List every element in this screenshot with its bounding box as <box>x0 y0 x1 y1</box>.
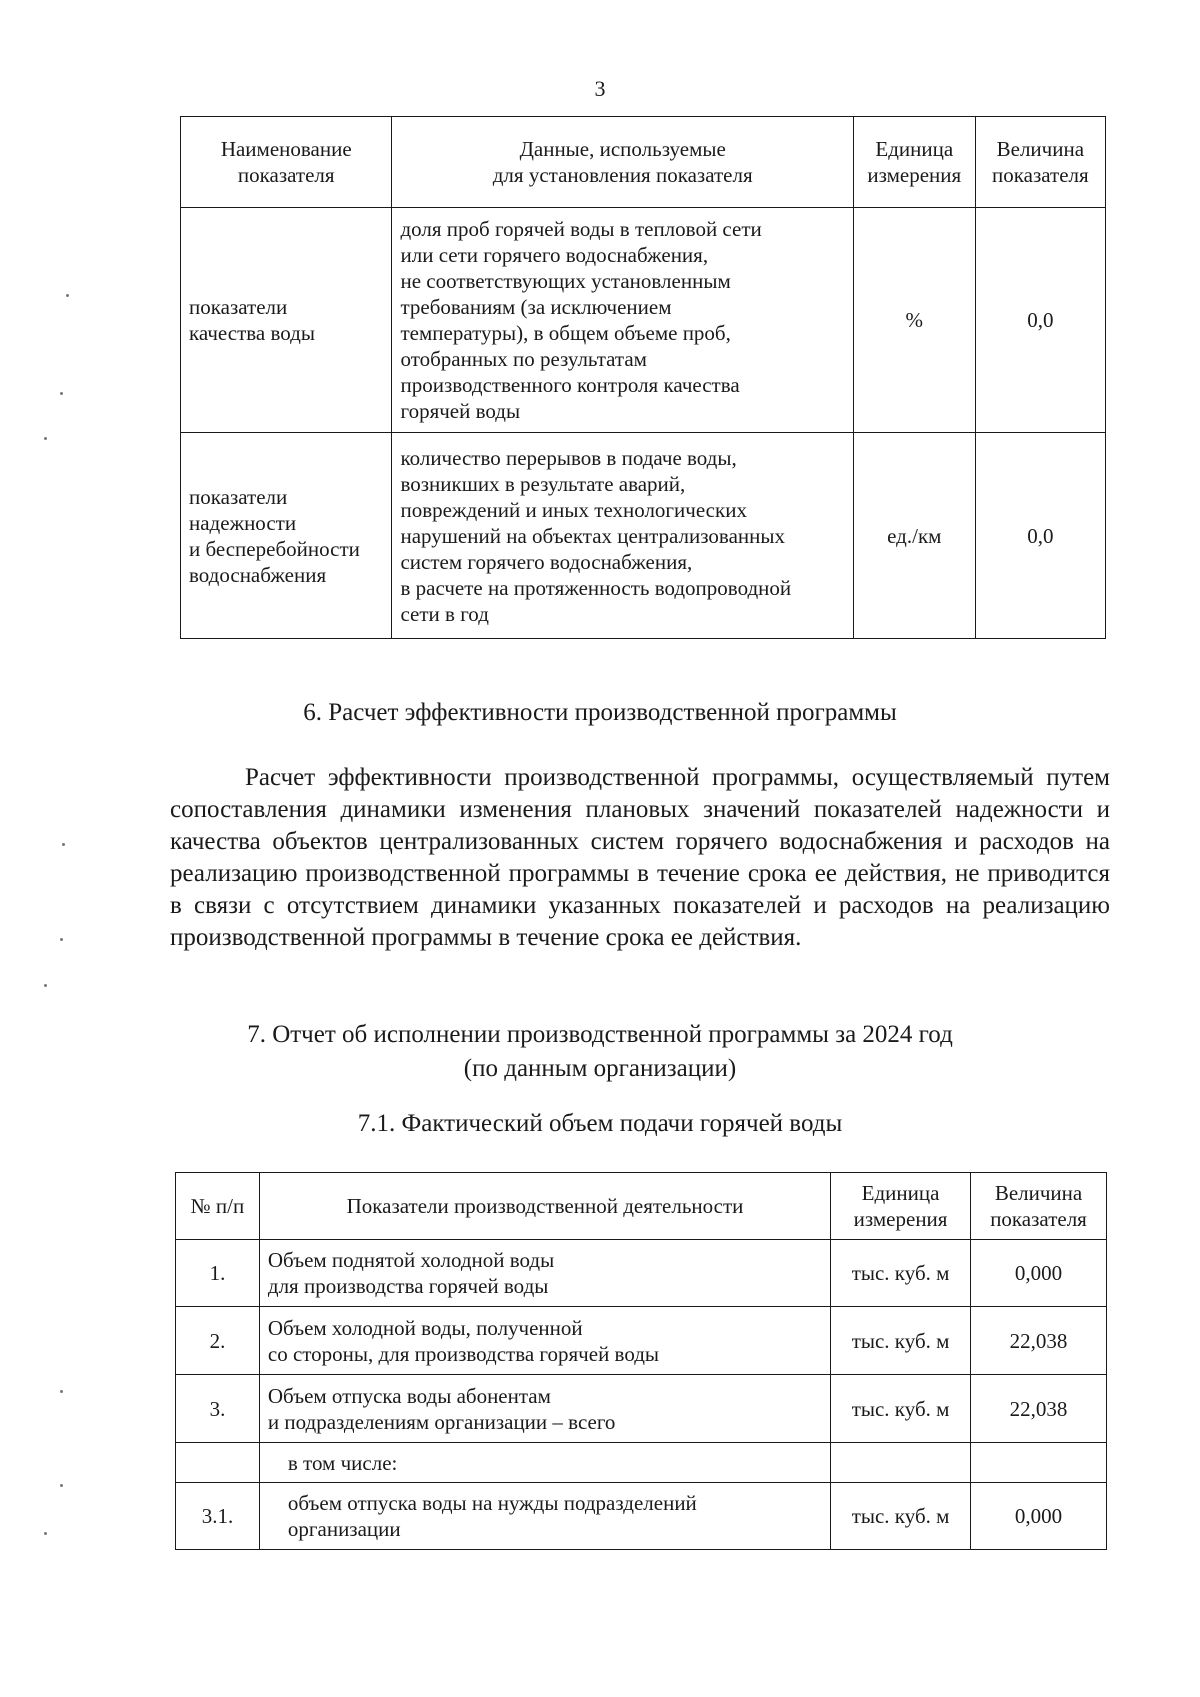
table-row <box>176 1443 1107 1483</box>
indicator-unit: ед./км <box>853 433 975 639</box>
table-row <box>176 1375 1107 1443</box>
header-activity-indicators: Показатели производственной деятельности <box>259 1173 830 1240</box>
indicator-description: количество перерывов в подаче воды, возникших в результате аварий, повреждений и иных технологических нарушений на объектах централизованных систем горячего водоснабжения, в расчете на протяженность водопроводной сети в год <box>392 433 853 639</box>
table-row <box>176 1483 1107 1550</box>
table-row <box>176 1240 1107 1307</box>
row-value <box>971 1443 1107 1483</box>
scan-speck <box>44 437 47 440</box>
scan-speck <box>60 938 63 941</box>
section-6-paragraph: Расчет эффективности производственной программы, осуществляемый путем сопоставления динамики изменения плановых значений показателей надежности и качества объектов централизованных систем горячего водоснабжения и расходов на реализацию производственной программы в течение срока ее действия, не приводится в связи с отсутствием динамики указанных показателей и расходов на реализацию производственной программы в течение срока ее действия. <box>170 764 1110 951</box>
row-unit: тыс. куб. м <box>831 1375 971 1443</box>
indicators-table <box>180 116 1106 639</box>
header-unit: Единица измерения <box>831 1173 971 1240</box>
header-unit: Единица измерения <box>853 117 975 208</box>
section-7-heading-line1: 7. Отчет об исполнении производственной программы за 2024 год <box>247 1021 953 1048</box>
page-number: 3 <box>594 76 606 101</box>
row-label: Объем поднятой холодной воды для производства горячей воды <box>259 1240 830 1307</box>
scan-speck <box>44 1532 47 1535</box>
row-number: 3.1. <box>176 1483 260 1550</box>
row-unit: тыс. куб. м <box>831 1307 971 1375</box>
header-value: Величина показателя <box>975 117 1105 208</box>
table-row <box>181 433 1106 639</box>
row-unit <box>831 1443 971 1483</box>
row-value: 22,038 <box>971 1307 1107 1375</box>
row-value: 0,000 <box>971 1483 1107 1550</box>
table-header-row <box>176 1173 1107 1240</box>
indicator-unit: % <box>853 208 975 433</box>
table-header-row <box>181 117 1106 208</box>
table-row <box>176 1307 1107 1375</box>
scan-speck <box>60 1484 63 1487</box>
row-label: Объем холодной воды, полученной со стороны, для производства горячей воды <box>259 1307 830 1375</box>
row-value: 0,000 <box>971 1240 1107 1307</box>
indicator-value: 0,0 <box>975 208 1105 433</box>
row-number: 2. <box>176 1307 260 1375</box>
indicator-name: показатели качества воды <box>181 208 392 433</box>
section-6-heading: 6. Расчет эффективности производственной программы <box>303 699 897 726</box>
row-unit: тыс. куб. м <box>831 1483 971 1550</box>
header-value: Величина показателя <box>971 1173 1107 1240</box>
row-label: объем отпуска воды на нужды подразделений организации <box>259 1483 830 1550</box>
row-label: Объем отпуска воды абонентам и подразделениям организации – всего <box>259 1375 830 1443</box>
scan-speck <box>44 984 47 987</box>
table-row <box>181 208 1106 433</box>
row-number: 1. <box>176 1240 260 1307</box>
row-number: 3. <box>176 1375 260 1443</box>
scan-speck <box>62 843 65 846</box>
indicator-name: показатели надежности и бесперебойности водоснабжения <box>181 433 392 639</box>
row-label: в том числе: <box>259 1443 830 1483</box>
scan-speck <box>60 1390 63 1393</box>
header-row-number: № п/п <box>176 1173 260 1240</box>
row-value: 22,038 <box>971 1375 1107 1443</box>
scan-speck <box>66 294 69 297</box>
section-7-heading-line2: (по данным организации) <box>463 1055 737 1082</box>
volume-table <box>175 1172 1107 1550</box>
header-indicator-data: Данные, используемые для установления показателя <box>392 117 853 208</box>
header-indicator-name: Наименование показателя <box>181 117 392 208</box>
indicator-description: доля проб горячей воды в тепловой сети или сети горячего водоснабжения, не соответствующих установленным требованиям (за исключением температуры), в общем объеме проб, отобранных по результатам производственного контроля качества горячей воды <box>392 208 853 433</box>
row-number <box>176 1443 260 1483</box>
section-7-1-subheading: 7.1. Фактический объем подачи горячей воды <box>357 1110 843 1137</box>
scan-speck <box>60 392 63 395</box>
indicator-value: 0,0 <box>975 433 1105 639</box>
row-unit: тыс. куб. м <box>831 1240 971 1307</box>
